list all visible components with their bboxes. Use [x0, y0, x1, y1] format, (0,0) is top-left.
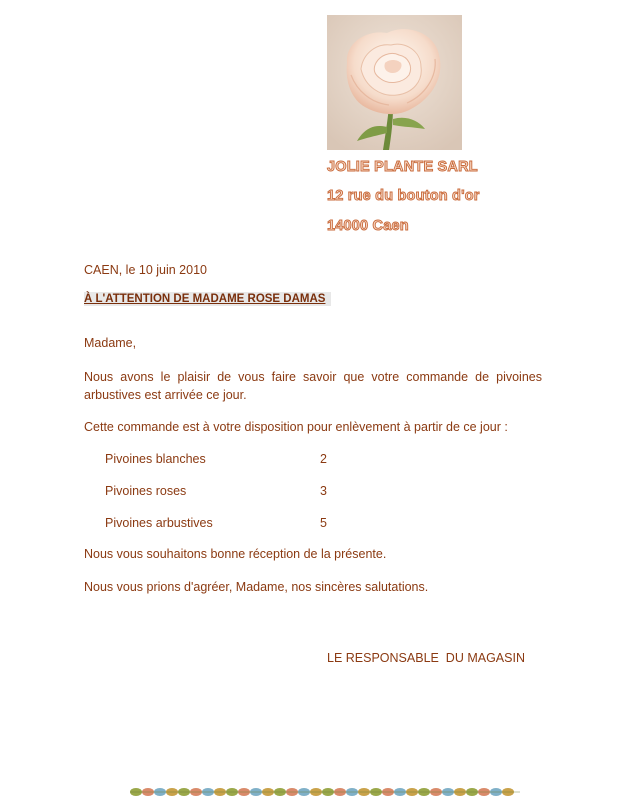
order-item-name: Pivoines arbustives	[105, 516, 213, 530]
order-item-name: Pivoines blanches	[105, 452, 206, 466]
closing-salutations: Nous vous prions d'agréer, Madame, nos sincères salutations.	[84, 580, 429, 594]
attention-line: À L'ATTENTION DE MADAME ROSE DAMAS	[84, 292, 331, 306]
place-date: CAEN, le 10 juin 2010	[84, 263, 207, 277]
paragraph-availability: Cette commande est à votre disposition pour enlèvement à partir de ce jour :	[84, 420, 508, 434]
paragraph-announcement: Nous avons le plaisir de vous faire savoir que votre commande de pivoines arbustives est arrivée ce jour.	[84, 370, 542, 402]
signature: LE RESPONSABLE DU MAGASIN	[327, 651, 525, 665]
company-name: JOLIE PLANTE SARL	[327, 159, 478, 175]
rose-photo	[327, 15, 462, 150]
rose-image	[327, 15, 462, 150]
leaf-border-icon	[130, 785, 520, 799]
order-item-qty: 3	[320, 484, 327, 498]
company-street: 12 rue du bouton d'or	[327, 188, 480, 204]
floral-border	[130, 785, 520, 799]
closing-reception: Nous vous souhaitons bonne réception de la présente.	[84, 547, 387, 561]
salutation: Madame,	[84, 336, 137, 350]
order-item-name: Pivoines roses	[105, 484, 187, 498]
order-item-qty: 5	[320, 516, 327, 530]
company-city: 14000 Caen	[327, 218, 409, 234]
order-item-qty: 2	[320, 452, 327, 466]
